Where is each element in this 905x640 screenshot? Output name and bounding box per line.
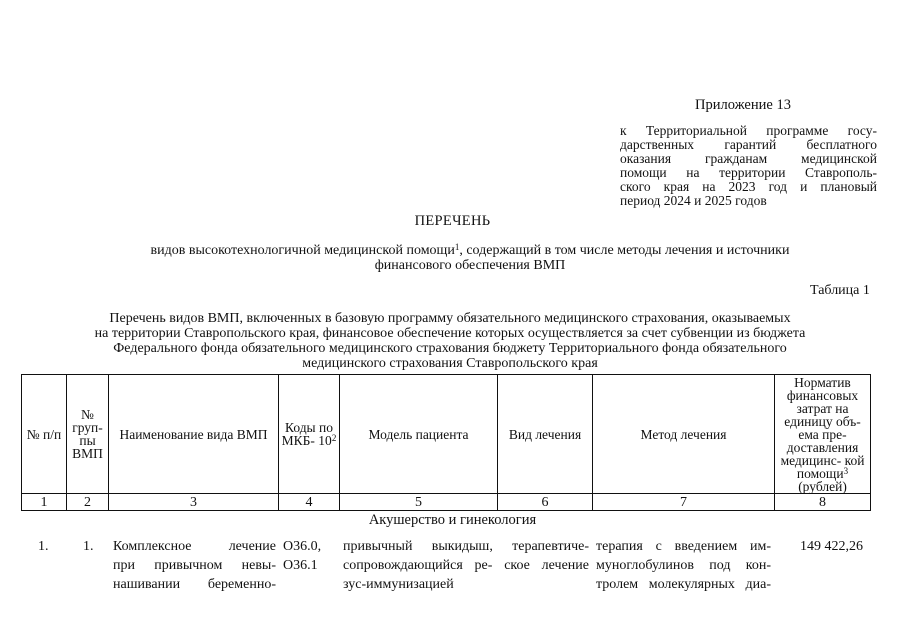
group-number: 1. <box>83 539 94 554</box>
program-reference <box>620 124 877 208</box>
row-number: 1. <box>38 539 49 554</box>
column-number: 8 <box>775 494 871 511</box>
treatment-method-line: тролем молекулярных диа- <box>596 577 771 592</box>
subtitle-part: финансового обеспечения ВМП <box>374 258 566 273</box>
header-col-8 <box>775 375 871 494</box>
program-line: к Территориальной программе госу- <box>620 123 877 138</box>
patient-model <box>343 537 589 594</box>
column-number: 4 <box>279 494 340 511</box>
header-col-1: № п/п <box>22 375 67 494</box>
column-number: 6 <box>498 494 593 511</box>
treatment-method <box>596 537 771 594</box>
program-line: период 2024 и 2025 годов <box>620 193 767 208</box>
footnote-mark: 3 <box>843 465 849 476</box>
vmp-table <box>21 374 871 511</box>
treatment-method-line: терапия с введением им- <box>596 539 771 554</box>
appendix-label: Приложение 13 <box>695 97 791 113</box>
document-subtitle <box>100 243 840 273</box>
patient-model-line: сопровождающийся ре- ское лечение <box>343 558 589 573</box>
program-line: дарственных гарантий бесплатного <box>620 137 877 152</box>
icd-code: O36.1 <box>283 558 318 573</box>
vmp-name <box>113 537 276 594</box>
caption-line: на территории Ставропольского края, финансовое обеспечение которых осуществляется за счет субвенции из бюджета <box>94 326 806 341</box>
header-col-8-text: Норматив финансовых затрат на единицу объ- ема пре- доставления медицинс- кой помощи <box>780 374 865 481</box>
program-line: оказания гражданам медицинской <box>620 151 877 166</box>
program-line: ского края на 2023 год и плановый <box>620 179 877 194</box>
program-line: помощи на территории Ставрополь- <box>620 165 877 180</box>
table-number: Таблица 1 <box>810 283 870 298</box>
icd-code: O36.0, <box>283 539 322 554</box>
vmp-name-line: при привычном невы- <box>113 558 276 573</box>
header-col-5: Модель пациента <box>340 375 498 494</box>
column-number: 7 <box>593 494 775 511</box>
header-col-2: № груп- пы ВМП <box>67 375 109 494</box>
patient-model-line: зус-иммунизацией <box>343 577 454 592</box>
caption-line: Федерального фонда обязательного медицинского страхования бюджету Территориального фонда обязательного <box>113 341 787 356</box>
column-number: 3 <box>109 494 279 511</box>
table-caption <box>30 311 870 371</box>
cost-norm: 149 422,26 <box>800 539 863 554</box>
vmp-name-line: Комплексное лечение <box>113 539 276 554</box>
footnote-mark: 1 <box>454 242 460 252</box>
column-number-row <box>22 494 871 511</box>
footnote-mark: 2 <box>331 433 337 443</box>
header-col-4 <box>279 375 340 494</box>
vmp-name-line: нашивании беременно- <box>113 577 276 592</box>
document-title: ПЕРЕЧЕНЬ <box>414 213 491 229</box>
patient-model-line: привычный выкидыш, терапевтиче- <box>343 539 589 554</box>
subtitle-part: видов высокотехнологичной медицинской помощи <box>150 243 455 258</box>
caption-line: Перечень видов ВМП, включенных в базовую программу обязательного медицинского страхования, оказываемых <box>109 311 791 326</box>
section-heading: Акушерство и гинекология <box>368 512 537 528</box>
column-number: 2 <box>67 494 109 511</box>
header-col-8-tail: (рублей) <box>798 478 847 494</box>
column-number: 5 <box>340 494 498 511</box>
treatment-method-line: муноглобулинов под кон- <box>596 558 771 573</box>
header-col-7: Метод лечения <box>593 375 775 494</box>
icd-codes <box>283 537 321 575</box>
column-number: 1 <box>22 494 67 511</box>
table-header-row <box>22 375 871 494</box>
subtitle-part: , содержащий в том числе методы лечения и источники <box>459 243 790 258</box>
caption-line: медицинского страхования Ставропольского края <box>302 356 598 371</box>
header-col-6: Вид лечения <box>498 375 593 494</box>
header-col-3: Наименование вида ВМП <box>109 375 279 494</box>
header-col-4-text: Коды по МКБ- 10 <box>281 420 333 448</box>
